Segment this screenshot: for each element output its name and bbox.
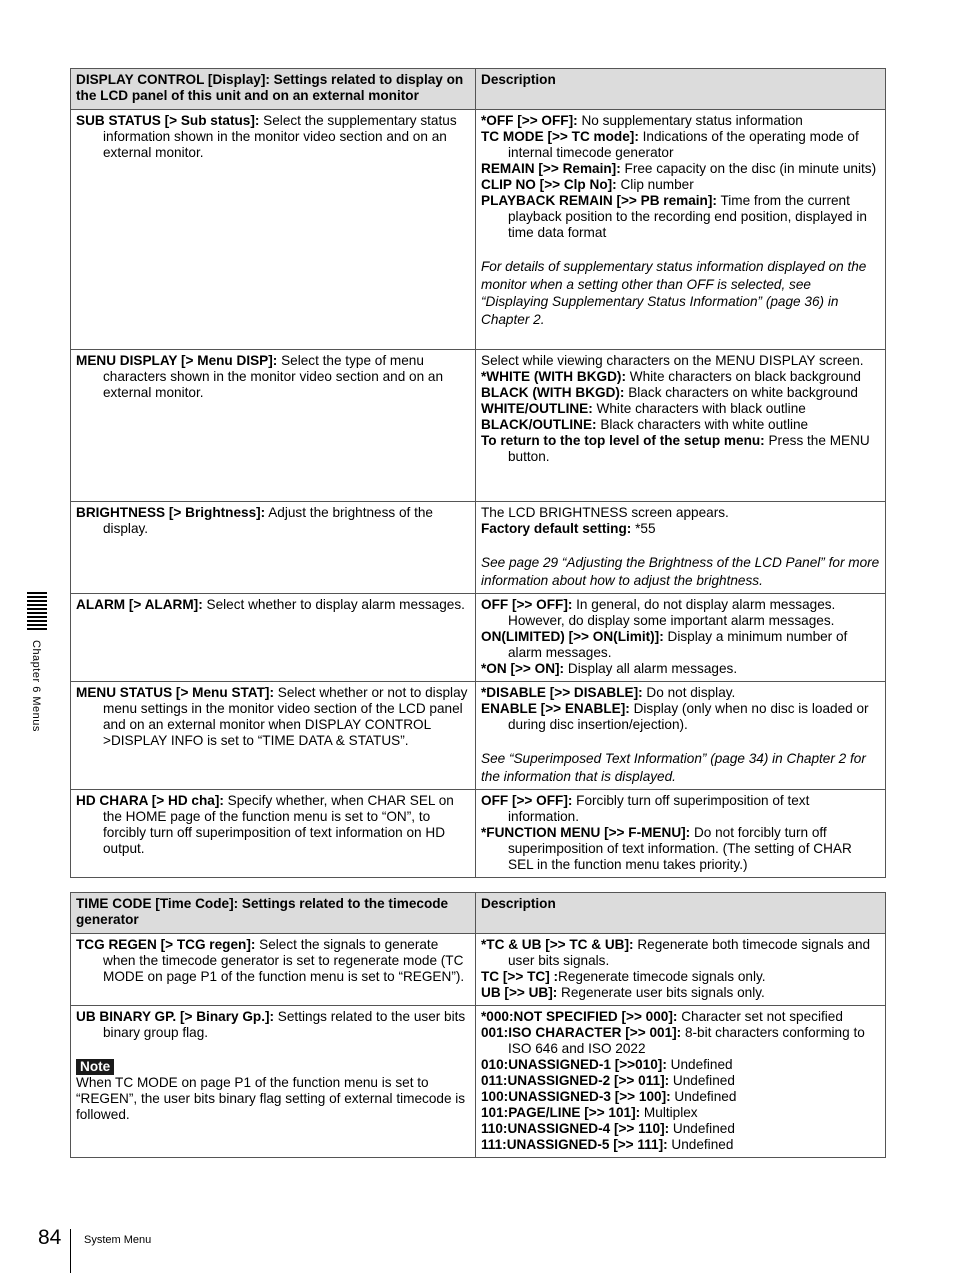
setting-text: HD CHARA [> HD cha]: Specify whether, when CHAR SEL on the HOME page of the function menu is set to “ON”, to forcibly turn off superimposition of text information on HD output. [76,793,454,856]
table-row [71,110,886,350]
setting-text: UB BINARY GP. [> Binary Gp.]: Settings related to the user bits binary group flag. [76,1009,466,1040]
option-item: *TC & UB [>> TC & UB]: Regenerate both timecode signals and user bits signals. [481,937,871,968]
option-item: *DISABLE [>> DISABLE]: Do not display. [481,685,736,700]
setting-text: SUB STATUS [> Sub status]: Select the supplementary status information shown in the monitor video section and on an external monitor. [76,113,457,160]
table-row [71,790,886,878]
description-cell [476,934,886,1006]
chapter-tab-marker [27,592,47,632]
setting-cell [71,350,476,502]
description-cell [476,110,886,350]
description-cell [476,350,886,502]
option-item: CLIP NO [>> Clp No]: Clip number [481,177,694,192]
setting-cell [71,934,476,1006]
setting-cell [71,1006,476,1158]
option-item: OFF [>> OFF]: Forcibly turn off superimposition of text information. [481,793,810,824]
table-row [71,502,886,594]
option-item: TC MODE [>> TC mode]: Indications of the operating mode of internal timecode generator [481,129,859,160]
table-row [71,934,886,1006]
setting-text: MENU DISPLAY [> Menu DISP]: Select the type of menu characters shown in the monitor video section and on an external monitor. [76,353,444,400]
option-item: BLACK (WITH BKGD): Black characters on white background [481,385,858,400]
description-cell [476,682,886,790]
description-cell [476,1006,886,1158]
setting-cell [71,682,476,790]
option-item: TC [>> TC] :Regenerate timecode signals only. [481,969,766,984]
note-text: When TC MODE on page P1 of the function menu is set to “REGEN”, the user bits binary flag setting of external timecode is followed. [76,1075,466,1122]
description-intro: The LCD BRIGHTNESS screen appears. [481,505,729,520]
option-item: 111:UNASSIGNED-5 [>> 111]: Undefined [481,1137,734,1152]
note-label: Note [76,1059,114,1075]
reference-note: For details of supplementary status information displayed on the monitor when a setting other than OFF is selected, see “Displaying Supplementary Status Information” (page 36) in Chapter 2. [481,259,867,327]
option-item: *OFF [>> OFF]: No supplementary status information [481,113,803,128]
option-item: 011:UNASSIGNED-2 [>> 011]: Undefined [481,1073,735,1088]
option-item: *ON [>> ON]: Display all alarm messages. [481,661,738,676]
reference-note: See “Superimposed Text Information” (page 34) in Chapter 2 for the information that is displayed. [481,751,866,784]
option-item: UB [>> UB]: Regenerate user bits signals only. [481,985,765,1000]
setting-text: TCG REGEN [> TCG regen]: Select the signals to generate when the timecode generator is set to regenerate mode (TC MODE on page P1 of the function menu is set to “REGEN”). [76,937,465,984]
table-row [71,350,886,502]
setting-cell [71,110,476,350]
option-item: *WHITE (WITH BKGD): White characters on black background [481,369,861,384]
setting-cell [71,594,476,682]
table-row [71,1006,886,1158]
option-item: Factory default setting: *55 [481,521,656,536]
setting-cell [71,790,476,878]
option-item: ON(LIMITED) [>> ON(Limit)]: Display a minimum number of alarm messages. [481,629,848,660]
header-setting: DISPLAY CONTROL [Display]: Settings related to display on the LCD panel of this unit and on an external monitor [71,69,476,110]
option-item: REMAIN [>> Remain]: Free capacity on the disc (in minute units) [481,161,877,176]
table-header-row [71,69,886,110]
reference-note: See page 29 “Adjusting the Brightness of the LCD Panel” for more information about how to adjust the brightness. [481,555,880,588]
header-description: Description [476,69,886,110]
setting-cell [71,502,476,594]
description-intro: Select while viewing characters on the MENU DISPLAY screen. [481,353,864,368]
display-control-table [70,68,886,878]
chapter-label: Chapter 6 Menus [30,640,42,732]
description-cell [476,594,886,682]
option-item: *FUNCTION MENU [>> F-MENU]: Do not forcibly turn off superimposition of text information. (The setting of CHAR SEL in the function menu takes priority.) [481,825,852,872]
header-setting: TIME CODE [Time Code]: Settings related to the timecode generator [71,893,476,934]
setting-text: ALARM [> ALARM]: Select whether to display alarm messages. [76,597,465,612]
setting-text: BRIGHTNESS [> Brightness]: Adjust the brightness of the display. [76,505,433,536]
page-number: 84 [38,1226,62,1249]
option-item: 110:UNASSIGNED-4 [>> 110]: Undefined [481,1121,735,1136]
option-item: BLACK/OUTLINE: Black characters with white outline [481,417,809,432]
option-item: OFF [>> OFF]: In general, do not display alarm messages. However, do display some important alarm messages. [481,597,836,628]
time-code-table [70,892,886,1158]
option-item: 010:UNASSIGNED-1 [>>010]: Undefined [481,1057,733,1072]
option-item: 001:ISO CHARACTER [>> 001]: 8-bit characters conforming to ISO 646 and ISO 2022 [481,1025,865,1056]
option-item: 101:PAGE/LINE [>> 101]: Multiplex [481,1105,698,1120]
footer-section-label: System Menu [84,1234,152,1246]
setting-text: MENU STATUS [> Menu STAT]: Select whether or not to display menu settings in the monitor video section of the LCD panel and on an external monitor when DISPLAY CONTROL >DISPLAY INFO is set to “TIME DATA & STATUS”. [76,685,468,748]
table-row [71,682,886,790]
table-row [71,594,886,682]
option-item: 100:UNASSIGNED-3 [>> 100]: Undefined [481,1089,737,1104]
option-item: To return to the top level of the setup menu: Press the MENU button. [481,433,870,464]
description-cell [476,502,886,594]
description-cell [476,790,886,878]
option-item: PLAYBACK REMAIN [>> PB remain]: Time from the current playback position to the recording end position, displayed in time data format [481,193,867,240]
table-header-row [71,893,886,934]
header-description: Description [476,893,886,934]
footer-divider [70,1229,71,1273]
option-item: ENABLE [>> ENABLE]: Display (only when no disc is loaded or during disc insertion/ejection). [481,701,869,732]
option-item: WHITE/OUTLINE: White characters with black outline [481,401,806,416]
option-item: *000:NOT SPECIFIED [>> 000]: Character set not specified [481,1009,843,1024]
